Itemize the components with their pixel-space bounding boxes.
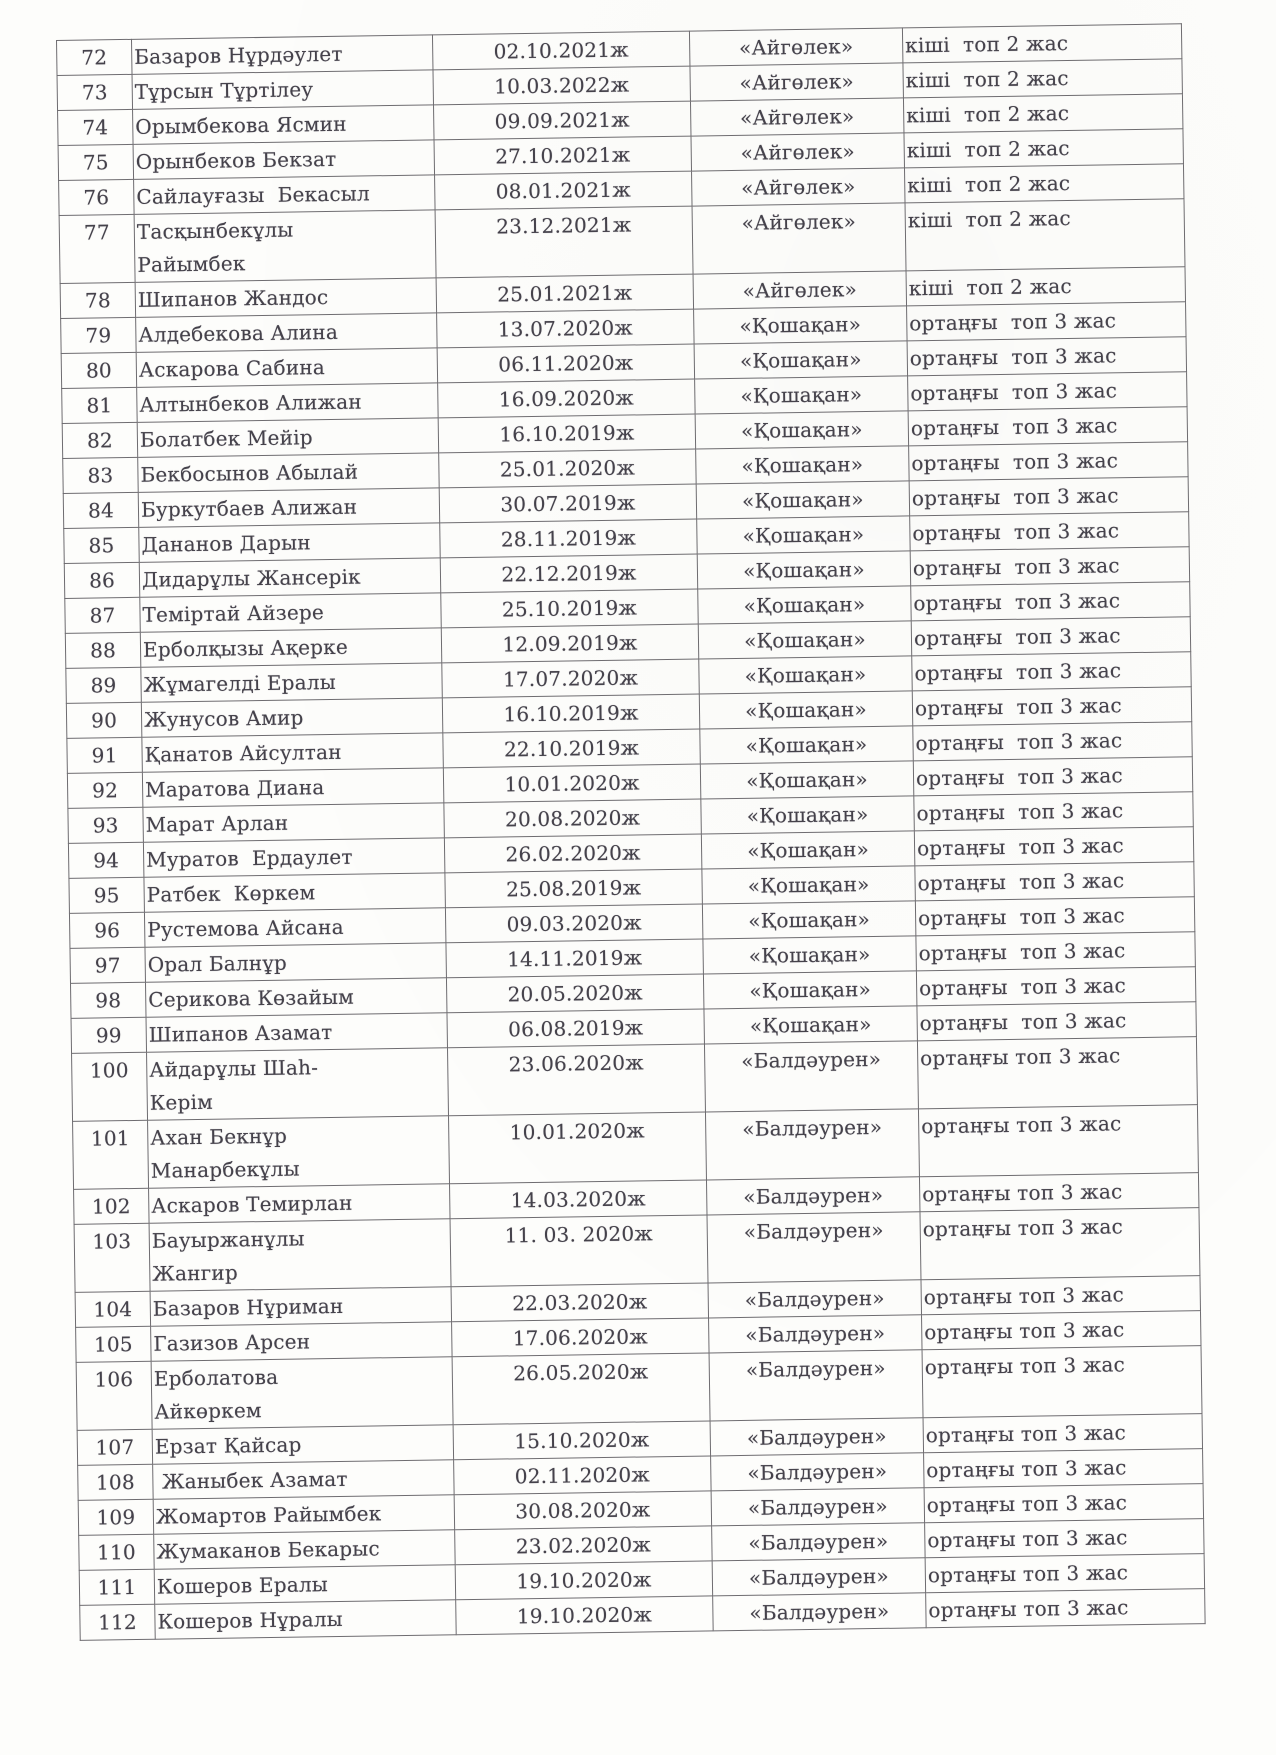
birth-date: 16.09.2020ж	[438, 379, 695, 418]
age-group: кіші топ 2 жас	[905, 199, 1185, 271]
group-name: «Айгөлек»	[691, 133, 904, 171]
row-number: 112	[80, 1604, 156, 1640]
group-name: «Қошақан»	[694, 341, 907, 379]
group-name: «Қошақан»	[696, 446, 909, 484]
row-number: 88	[65, 632, 141, 668]
birth-date: 14.11.2019ж	[446, 939, 703, 978]
row-number: 72	[57, 39, 133, 75]
group-name: «Айгөлек»	[693, 271, 906, 309]
group-name: «Қошақан»	[701, 796, 914, 834]
age-group: ортаңғы топ 3 жас	[911, 582, 1190, 621]
birth-date: 27.10.2021ж	[434, 136, 691, 175]
group-name: «Балдәурен»	[705, 1109, 919, 1180]
age-group: ортаңғы топ 3 жас	[907, 302, 1186, 341]
age-group: ортаңғы топ 3 жас	[912, 687, 1191, 726]
row-number: 84	[63, 492, 139, 528]
row-number: 90	[66, 702, 142, 738]
student-name: Муратов Ердаулет	[143, 838, 444, 877]
row-number: 109	[78, 1499, 154, 1535]
age-group: ортаңғы топ 3 жас	[910, 547, 1189, 586]
group-name: «Қошақан»	[695, 411, 908, 449]
roster-table-body	[57, 24, 1206, 1641]
group-name: «Қошақан»	[702, 901, 915, 939]
age-group: ортаңғы топ 3 жас	[908, 407, 1187, 446]
student-name: Ерболатова Айкөркем	[151, 1357, 453, 1429]
row-number: 82	[62, 422, 138, 458]
group-name: «Айгөлек»	[690, 63, 903, 101]
student-name: Кошеров Ералы	[154, 1565, 455, 1604]
student-name: Жаныбек Азамат	[153, 1460, 454, 1499]
age-group: ортаңғы топ 3 жас	[919, 1173, 1198, 1212]
group-name: «Балдәурен»	[709, 1350, 923, 1421]
age-group: ортаңғы топ 3 жас	[907, 337, 1186, 376]
birth-date: 22.03.2020ж	[451, 1283, 708, 1322]
age-group: ортаңғы топ 3 жас	[917, 1037, 1197, 1109]
age-group: ортаңғы топ 3 жас	[924, 1449, 1203, 1488]
student-name: Орал Балнұр	[145, 943, 446, 982]
birth-date: 09.03.2020ж	[445, 904, 702, 943]
student-name: Алдебекова Алина	[136, 313, 437, 352]
age-group: ортаңғы топ 3 жас	[925, 1519, 1204, 1558]
row-number: 76	[59, 179, 135, 215]
age-group: ортаңғы топ 3 жас	[908, 372, 1187, 411]
group-name: «Айгөлек»	[692, 203, 906, 274]
birth-date: 08.01.2021ж	[435, 171, 692, 210]
birth-date: 09.09.2021ж	[434, 101, 691, 140]
birth-date: 10.03.2022ж	[433, 66, 690, 105]
document-scan	[56, 23, 1206, 1641]
birth-date: 17.06.2020ж	[452, 1318, 709, 1357]
student-name: Базаров Нұриман	[150, 1287, 451, 1326]
row-number: 108	[78, 1464, 154, 1500]
age-group: ортаңғы топ 3 жас	[922, 1311, 1201, 1350]
student-name: Қанатов Айсултан	[142, 733, 443, 772]
student-name: Айдарұлы Шаһ- Керім	[147, 1048, 449, 1120]
row-number: 86	[64, 562, 140, 598]
student-name: Бауыржанұлы Жангир	[149, 1219, 451, 1291]
student-name: Ерзат Қайсар	[152, 1425, 453, 1464]
student-name: Базаров Нұрдәулет	[131, 35, 432, 74]
age-group: ортаңғы топ 3 жас	[916, 932, 1195, 971]
row-number: 104	[75, 1291, 151, 1327]
group-name: «Қошақан»	[700, 761, 913, 799]
age-group: ортаңғы топ 3 жас	[913, 722, 1192, 761]
student-name: Серикова Көзайым	[145, 978, 446, 1017]
age-group: ортаңғы топ 3 жас	[918, 1105, 1198, 1177]
row-number: 83	[63, 457, 139, 493]
group-name: «Айгөлек»	[689, 28, 902, 66]
birth-date: 16.10.2019ж	[442, 694, 699, 733]
row-number: 79	[61, 317, 137, 353]
age-group: кіші топ 2 жас	[904, 129, 1183, 168]
group-name: «Қошақан»	[699, 691, 912, 729]
birth-date: 30.08.2020ж	[454, 1491, 711, 1530]
age-group: ортаңғы топ 3 жас	[920, 1208, 1200, 1280]
student-name: Жұмагелді Ералы	[141, 663, 442, 702]
row-number: 100	[72, 1052, 148, 1121]
birth-date: 30.07.2019ж	[439, 484, 696, 523]
row-number: 101	[73, 1120, 149, 1189]
birth-date: 17.07.2020ж	[442, 659, 699, 698]
row-number: 94	[68, 842, 144, 878]
row-number: 95	[69, 877, 145, 913]
group-name: «Балдәурен»	[709, 1315, 922, 1353]
row-number: 78	[60, 282, 136, 318]
group-name: «Қошақан»	[697, 551, 910, 589]
group-name: «Балдәурен»	[704, 1041, 918, 1112]
birth-date: 10.01.2020ж	[449, 1112, 707, 1184]
group-name: «Қошақан»	[702, 866, 915, 904]
age-group: ортаңғы топ 3 жас	[917, 1002, 1196, 1041]
age-group: ортаңғы топ 3 жас	[922, 1346, 1202, 1418]
student-name: Ерболқызы Ақерке	[140, 628, 441, 667]
birth-date: 19.10.2020ж	[455, 1561, 712, 1600]
birth-date: 19.10.2020ж	[456, 1596, 713, 1635]
group-name: «Айгөлек»	[690, 98, 903, 136]
row-number: 99	[71, 1017, 147, 1053]
birth-date: 28.11.2019ж	[440, 519, 697, 558]
age-group: ортаңғы топ 3 жас	[925, 1554, 1204, 1593]
group-name: «Балдәурен»	[708, 1280, 921, 1318]
student-name: Ахан Бекнұр Манарбекұлы	[148, 1116, 450, 1188]
row-number: 106	[76, 1361, 152, 1430]
student-name: Ратбек Көркем	[144, 873, 445, 912]
birth-date: 23.06.2020ж	[447, 1044, 705, 1116]
birth-date: 25.08.2019ж	[445, 869, 702, 908]
group-name: «Қошақан»	[698, 586, 911, 624]
birth-date: 11. 03. 2020ж	[450, 1215, 708, 1287]
student-name: Аскаров Темирлан	[149, 1184, 450, 1223]
student-name: Тасқынбекұлы Райымбек	[134, 210, 436, 282]
group-name: «Балдәурен»	[711, 1453, 924, 1491]
student-name: Рустемова Айсана	[144, 908, 445, 947]
student-name: Аскарова Сабина	[136, 348, 437, 387]
age-group: кіші топ 2 жас	[904, 164, 1183, 203]
age-group: кіші топ 2 жас	[903, 94, 1182, 133]
age-group: кіші топ 2 жас	[906, 267, 1185, 306]
birth-date: 22.12.2019ж	[440, 554, 697, 593]
student-name: Сайлауғазы Бекасыл	[134, 175, 435, 214]
student-name: Шипанов Жандос	[135, 278, 436, 317]
group-name: «Балдәурен»	[711, 1488, 924, 1526]
birth-date: 16.10.2019ж	[438, 414, 695, 453]
age-group: ортаңғы топ 3 жас	[910, 512, 1189, 551]
birth-date: 10.01.2020ж	[443, 764, 700, 803]
age-group: ортаңғы топ 3 жас	[916, 967, 1195, 1006]
birth-date: 14.03.2020ж	[450, 1180, 707, 1219]
row-number: 91	[67, 737, 143, 773]
birth-date: 22.10.2019ж	[443, 729, 700, 768]
age-group: ортаңғы топ 3 жас	[923, 1414, 1202, 1453]
birth-date: 25.01.2020ж	[439, 449, 696, 488]
row-number: 96	[69, 912, 145, 948]
row-number: 77	[59, 214, 135, 283]
group-name: «Балдәурен»	[713, 1593, 926, 1631]
student-name: Дидарұлы Жансерік	[139, 558, 440, 597]
student-name: Тұрсын Тұртілеу	[132, 70, 433, 109]
birth-date: 20.05.2020ж	[446, 974, 703, 1013]
student-name: Болатбек Мейір	[137, 418, 438, 457]
student-name: Жунусов Амир	[141, 698, 442, 737]
age-group: ортаңғы топ 3 жас	[914, 792, 1193, 831]
age-group: ортаңғы топ 3 жас	[915, 862, 1194, 901]
student-name: Жомартов Райымбек	[153, 1495, 454, 1534]
group-name: «Қошақан»	[699, 656, 912, 694]
group-name: «Қошақан»	[697, 516, 910, 554]
group-name: «Қошақан»	[696, 481, 909, 519]
birth-date: 23.02.2020ж	[455, 1526, 712, 1565]
group-name: «Қошақан»	[703, 936, 916, 974]
student-name: Кошеров Нұралы	[155, 1600, 456, 1639]
group-name: «Қошақан»	[695, 376, 908, 414]
row-number: 87	[65, 597, 141, 633]
group-name: «Қошақан»	[694, 306, 907, 344]
group-name: «Қошақан»	[701, 831, 914, 869]
student-name: Дананов Дарын	[139, 523, 440, 562]
student-name: Теміртай Айзере	[140, 593, 441, 632]
birth-date: 12.09.2019ж	[441, 624, 698, 663]
age-group: кіші топ 2 жас	[902, 24, 1181, 63]
birth-date: 13.07.2020ж	[437, 309, 694, 348]
group-name: «Балдәурен»	[706, 1177, 919, 1215]
age-group: ортаңғы топ 3 жас	[912, 652, 1191, 691]
birth-date: 25.10.2019ж	[441, 589, 698, 628]
row-number: 74	[58, 109, 134, 145]
birth-date: 25.01.2021ж	[436, 274, 693, 313]
age-group: ортаңғы топ 3 жас	[926, 1589, 1205, 1628]
row-number: 89	[66, 667, 142, 703]
student-name: Орынбеков Бекзат	[133, 140, 434, 179]
row-number: 107	[77, 1429, 153, 1465]
group-name: «Қошақан»	[704, 1006, 917, 1044]
birth-date: 15.10.2020ж	[453, 1421, 710, 1460]
kindergarten-roster-table	[56, 23, 1206, 1641]
age-group: кіші топ 2 жас	[903, 59, 1182, 98]
birth-date: 06.11.2020ж	[437, 344, 694, 383]
student-name: Шипанов Азамат	[146, 1013, 447, 1052]
birth-date: 02.10.2021ж	[432, 31, 689, 70]
age-group: ортаңғы топ 3 жас	[921, 1276, 1200, 1315]
birth-date: 26.02.2020ж	[444, 834, 701, 873]
row-number: 97	[70, 947, 146, 983]
row-number: 103	[74, 1223, 150, 1292]
student-name: Газизов Арсен	[151, 1322, 452, 1361]
group-name: «Балдәурен»	[712, 1558, 925, 1596]
birth-date: 20.08.2020ж	[444, 799, 701, 838]
student-name: Жумаканов Бекарыс	[154, 1530, 455, 1569]
group-name: «Балдәурен»	[710, 1418, 923, 1456]
group-name: «Балдәурен»	[707, 1212, 921, 1283]
row-number: 73	[57, 74, 133, 110]
row-number: 81	[62, 387, 138, 423]
birth-date: 06.08.2019ж	[447, 1009, 704, 1048]
row-number: 75	[58, 144, 134, 180]
birth-date: 02.11.2020ж	[454, 1456, 711, 1495]
group-name: «Қошақан»	[700, 726, 913, 764]
row-number: 102	[74, 1188, 150, 1224]
row-number: 98	[70, 982, 146, 1018]
group-name: «Балдәурен»	[712, 1523, 925, 1561]
age-group: ортаңғы топ 3 жас	[913, 757, 1192, 796]
student-name: Бекбосынов Абылай	[138, 453, 439, 492]
age-group: ортаңғы топ 3 жас	[914, 827, 1193, 866]
age-group: ортаңғы топ 3 жас	[911, 617, 1190, 656]
birth-date: 23.12.2021ж	[435, 206, 693, 278]
row-number: 80	[61, 352, 137, 388]
age-group: ортаңғы топ 3 жас	[909, 442, 1188, 481]
student-name: Марат Арлан	[143, 803, 444, 842]
group-name: «Қошақан»	[698, 621, 911, 659]
student-name: Буркутбаев Алижан	[138, 488, 439, 527]
student-name: Маратова Диана	[142, 768, 443, 807]
row-number: 105	[76, 1326, 152, 1362]
group-name: «Айгөлек»	[692, 168, 905, 206]
age-group: ортаңғы топ 3 жас	[909, 477, 1188, 516]
student-name: Алтынбеков Алижан	[137, 383, 438, 422]
group-name: «Қошақан»	[703, 971, 916, 1009]
row-number: 93	[68, 807, 144, 843]
age-group: ортаңғы топ 3 жас	[924, 1484, 1203, 1523]
birth-date: 26.05.2020ж	[452, 1353, 710, 1425]
row-number: 110	[79, 1534, 155, 1570]
row-number: 111	[79, 1569, 155, 1605]
row-number: 92	[67, 772, 143, 808]
student-name: Орымбекова Ясмин	[133, 105, 434, 144]
row-number: 85	[64, 527, 140, 563]
age-group: ортаңғы топ 3 жас	[915, 897, 1194, 936]
